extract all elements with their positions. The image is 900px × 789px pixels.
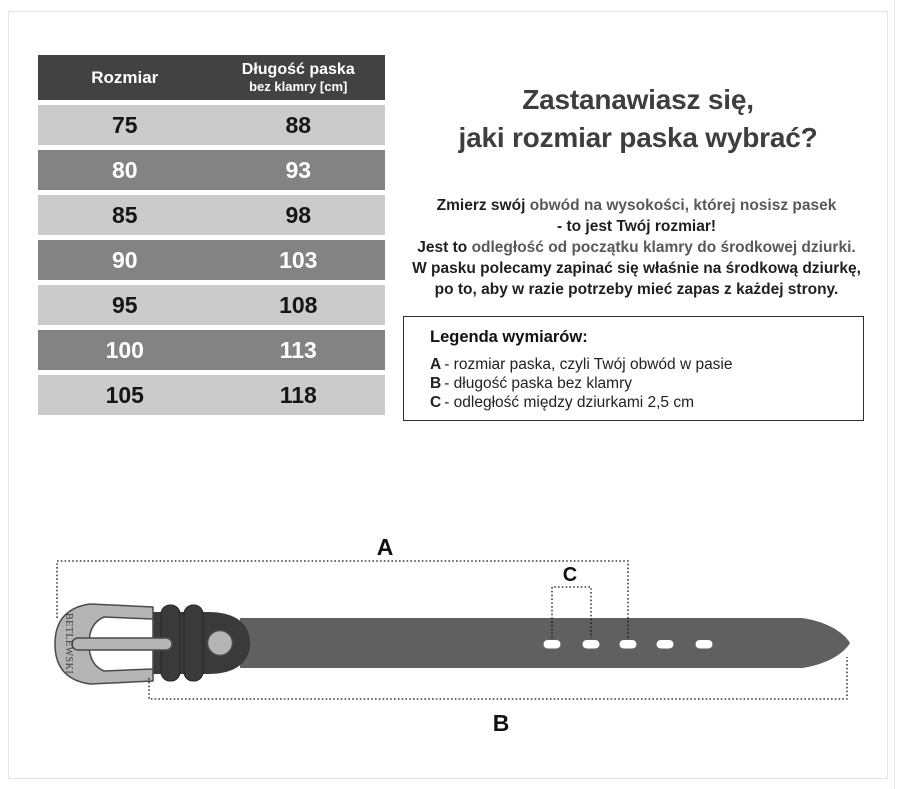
size-cell: 90 bbox=[111, 246, 138, 273]
dimension-label-c: C bbox=[562, 564, 578, 586]
intro-line: Zmierz swój obwód na wysokości, której nosisz pasek bbox=[436, 197, 837, 214]
legend-title: Legenda wymiarów: bbox=[430, 328, 588, 346]
intro-text bbox=[384, 195, 889, 300]
length-cell: 113 bbox=[279, 336, 317, 363]
col-header-dlugosc: Długość paska bez klamry [cm] bbox=[241, 61, 355, 94]
legend-box bbox=[403, 316, 864, 421]
col-header-rozmiar: Rozmiar bbox=[91, 67, 159, 87]
size-cell: 100 bbox=[105, 336, 144, 363]
size-cell: 75 bbox=[111, 111, 138, 138]
belt-hole bbox=[657, 640, 674, 649]
legend-item-c: C - odległość między dziurkami 2,5 cm bbox=[430, 394, 695, 411]
legend-item-b: B - długość paska bez klamry bbox=[430, 375, 633, 392]
belt-rivet bbox=[208, 631, 233, 656]
dimension-label-b: B bbox=[492, 710, 510, 736]
table-row bbox=[38, 375, 385, 415]
legend-item-a: A - rozmiar paska, czyli Twój obwód w pasie bbox=[430, 356, 733, 373]
table-header-row bbox=[38, 55, 385, 100]
size-cell: 85 bbox=[111, 201, 138, 228]
length-cell: 118 bbox=[279, 381, 317, 408]
table-row bbox=[38, 240, 385, 280]
belt-hole bbox=[696, 640, 713, 649]
belt-hole bbox=[583, 640, 600, 649]
table-row bbox=[38, 330, 385, 370]
belt-hole bbox=[544, 640, 561, 649]
table-row bbox=[38, 285, 385, 325]
brand-text: BETLEWSKI bbox=[63, 613, 74, 675]
page-title-line2: jaki rozmiar paska wybrać? bbox=[458, 122, 818, 153]
intro-line: Jest to odległość od początku klamry do środkowej dziurki. bbox=[417, 239, 856, 256]
intro-line: W pasku polecamy zapinać się właśnie na środkową dziurkę, bbox=[412, 260, 861, 277]
belt-size-table bbox=[38, 55, 385, 415]
size-cell: 105 bbox=[105, 381, 144, 408]
length-cell: 103 bbox=[279, 246, 318, 273]
dimension-label-a: A bbox=[376, 534, 394, 560]
table-row bbox=[38, 105, 385, 145]
size-cell: 95 bbox=[111, 291, 138, 318]
size-cell: 80 bbox=[111, 156, 138, 183]
buckle-prong bbox=[72, 638, 172, 650]
intro-line: po to, aby w razie potrzeby mieć zapas z każdej strony. bbox=[434, 281, 839, 298]
length-cell: 108 bbox=[279, 291, 318, 318]
belt-keeper-loop bbox=[184, 605, 203, 681]
belt-hole bbox=[620, 640, 637, 649]
length-cell: 98 bbox=[285, 201, 312, 228]
page-title bbox=[388, 81, 888, 157]
page-title-line1: Zastanawiasz się, bbox=[522, 84, 754, 115]
table-row bbox=[38, 195, 385, 235]
table-row bbox=[38, 150, 385, 190]
intro-line: - to jest Twój rozmiar! bbox=[556, 218, 717, 235]
length-cell: 88 bbox=[285, 111, 312, 138]
belt-diagram bbox=[0, 525, 900, 760]
length-cell: 93 bbox=[285, 156, 312, 183]
